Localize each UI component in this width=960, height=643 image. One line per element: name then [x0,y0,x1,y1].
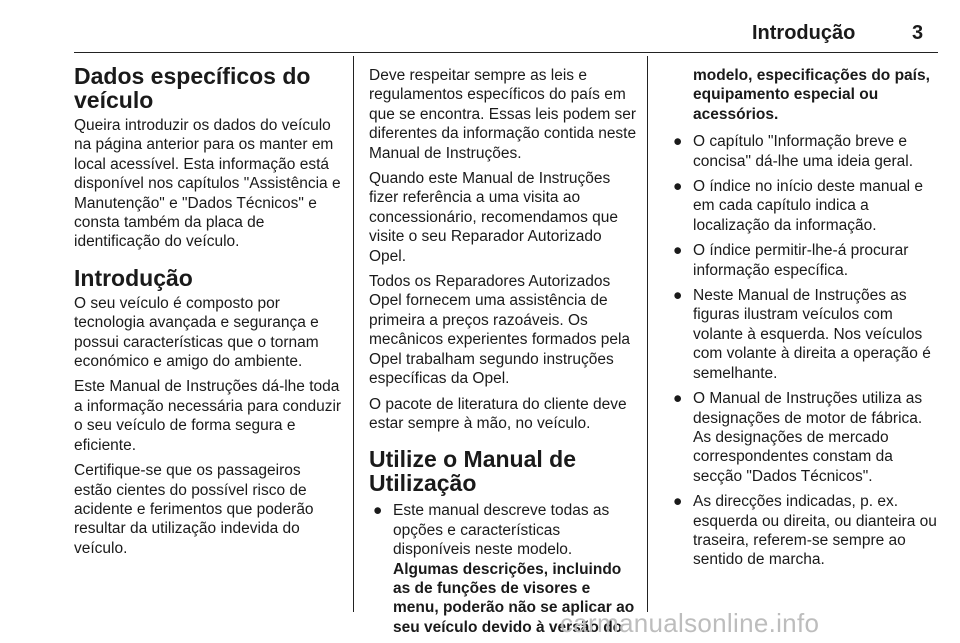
heading-use-manual: Utilize o Manual de Utilização [369,446,577,497]
column-divider-2 [647,56,648,612]
column-divider-1 [353,56,354,612]
paragraph-literature-pack: O pacote de literatura do cliente deve estar sempre à mão, no veículo. [369,395,627,432]
paragraph-authorized-repairers: Todos os Reparadores Autorizados Opel fornecem uma assistência de primeira a preços razoáveis. Os mecânicos experientes formados pela Opel trabalham segundo instruções específicas da Opel. [369,273,631,388]
paragraph-vehicle-data: Queira introduzir os dados do veículo na página anterior para os manter em local acessível. Esta informação está disponível nos capítulos "Assistência e Manutenção" e "Dados Técnicos" e consta também da placa de identificação do veículo. [74,117,341,251]
list-item-text: O Manual de Instruções utiliza as designações de motor de fábrica. As designações de mercado correspondentes constam da secção "Dados Técnicos". [693,390,923,485]
list-item [669,177,941,235]
bullet-icon: ● [673,242,683,260]
list-item-text: Neste Manual de Instruções as figuras ilustram veículos com volante à esquerda. Nos veículos com volante à direita a operação é semelhante. [693,287,931,382]
paragraph-laws: Deve respeitar sempre as leis e regulamentos específicos do país em que se encontra. Essas leis podem ser diferentes da informação contida neste Manual de Instruções. [369,67,637,162]
paragraph-intro-2: Este Manual de Instruções dá-lhe toda a informação necessária para conduzir o seu veículo de forma segura e eficiente. [74,378,342,454]
list-item-bold-text: modelo, especificações do país, equipamento especial ou acessórios. [693,67,930,123]
header-rule [74,52,938,53]
list-item-continuation [669,66,941,124]
list-item [669,389,941,486]
list-item-text: O índice permitir-lhe-á procurar informação específica. [693,242,909,279]
column-2 [369,66,637,643]
list-item [669,286,941,383]
list-item-text: O capítulo "Informação breve e concisa" dá-lhe uma ideia geral. [693,133,914,170]
list-item-text: As direcções indicadas, p. ex. esquerda ou direita, ou dianteira ou traseira, referem-se sempre ao sentido de marcha. [693,493,937,569]
paragraph-intro-1: O seu veículo é composto por tecnologia avançada e segurança e possui características que o tornam económico e amigo do ambiente. [74,294,319,371]
bullet-icon: ● [673,493,683,511]
paragraph-intro-3: Certifique-se que os passageiros estão cientes do possível risco de acidente e ferimentos que poderão resultar da utilização indevida do veículo. [74,462,314,557]
bullet-icon: ● [673,178,683,196]
list-item [669,132,941,171]
column-1 [74,64,342,564]
heading-introduction: Introdução [74,264,193,291]
list-item [669,241,941,280]
heading-vehicle-data: Dados específicos do veículo [74,63,311,113]
list-item-bold-text: Algumas descrições, incluindo as de funções de visores e menu, poderão não se aplicar ao seu veículo devido à versão do [393,560,635,636]
paragraph-dealer-visit: Quando este Manual de Instruções fizer referência a uma visita ao concessionário, recomendamos que visite o seu Reparador Autorizado Opel. [369,170,618,265]
list-item [669,492,941,570]
bullet-icon: ● [673,390,683,408]
page-header-title: Introdução [752,22,856,44]
list-item-text: Este manual descreve todas as opções e características disponíveis neste modelo. [393,502,610,559]
bullet-icon: ● [673,287,683,305]
list-item-text: O índice no início deste manual e em cada capítulo indica a localização da informação. [693,178,924,234]
bullet-icon: ● [673,133,683,151]
column-3 [669,66,941,576]
page-number: 3 [912,22,924,44]
watermark: carmanualsonline.info [560,608,820,638]
bullet-list-col3 [669,66,941,570]
bullet-icon: ● [373,502,383,520]
